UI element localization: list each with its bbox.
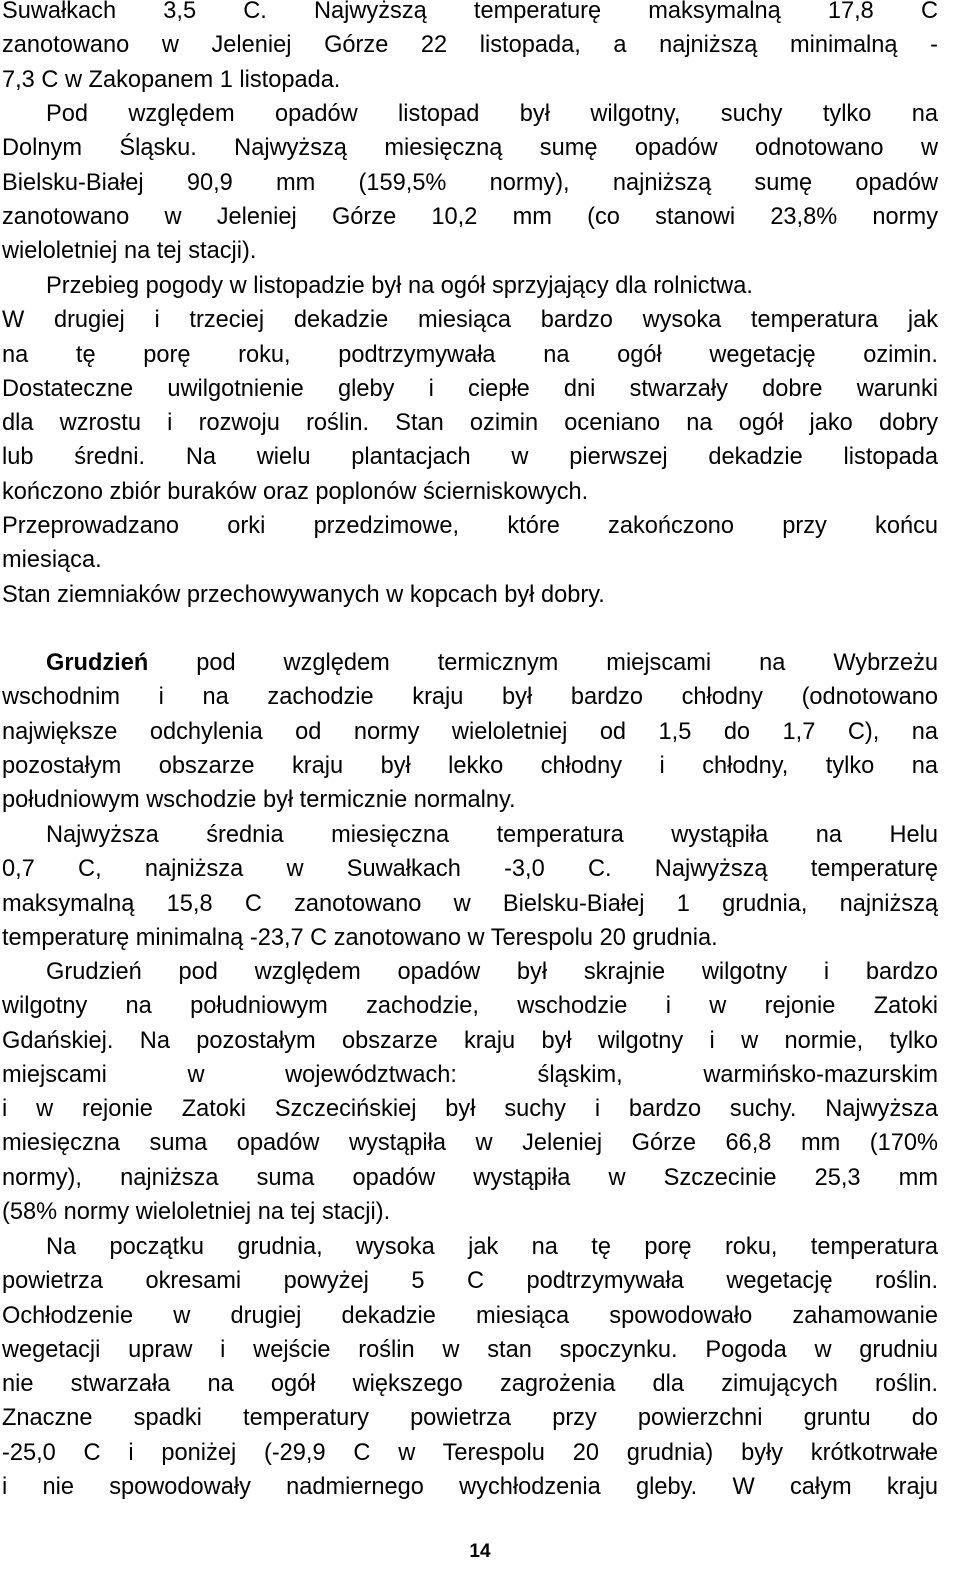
text-line: Najwyższa średnia miesięczna temperatura wystąpiła na Helu [46, 822, 938, 848]
paragraph-december-precipitation [2, 955, 938, 1229]
text-line: Grudzień pod względem opadów był skrajnie wilgotny i bardzo [46, 959, 938, 985]
text-fragment: pod względem termicznym miejscami na Wybrzeżu [148, 650, 938, 676]
text-line: normy), najniższa suma opadów wystąpiła w Szczecinie 25,3 mm [2, 1164, 938, 1191]
text-line: (58% normy wieloletniej na tej stacji). [2, 1199, 391, 1226]
section-heading-december: Grudzień [46, 650, 149, 676]
paragraph-december-temperature [2, 818, 938, 955]
text-line: miesiąca. [2, 547, 102, 574]
paragraph-december-agriculture [2, 1230, 938, 1504]
text-line: największe odchylenia od normy wieloletniej od 1,5 do 1,7 C), na [2, 718, 938, 745]
text-line: maksymalną 15,8 C zanotowano w Bielsku-Białej 1 grudnia, najniższą [2, 890, 938, 917]
text-line: Na początku grudnia, wysoka jak na tę porę roku, temperatura [46, 1234, 938, 1260]
text-line: 7,3 C w Zakopanem 1 listopada. [2, 66, 341, 93]
text-line: Pod względem opadów listopad był wilgotny, suchy tylko na [46, 101, 938, 127]
text-line: pozostałym obszarze kraju był lekko chłodny i chłodny, tylko na [2, 752, 938, 779]
text-line: miejscami w województwach: śląskim, warmińsko-mazurskim [2, 1061, 938, 1088]
text-line: W drugiej i trzeciej dekadzie miesiąca bardzo wysoka temperatura jak [2, 307, 938, 334]
text-line: Bielsku-Białej 90,9 mm (159,5% normy), najniższą sumę opadów [2, 169, 938, 196]
text-line: lub średni. Na wielu plantacjach w pierwszej dekadzie listopada [2, 444, 938, 471]
paragraph-november-agriculture [2, 269, 938, 612]
text-line: zanotowano w Jeleniej Górze 10,2 mm (co stanowi 23,8% normy [2, 203, 938, 230]
text-line: Stan ziemniaków przechowywanych w kopcach był dobry. [2, 581, 605, 608]
text-line: i nie spowodowały nadmiernego wychłodzenia gleby. W całym kraju [2, 1474, 938, 1501]
text-line: południowym wschodzie był termicznie normalny. [2, 787, 516, 814]
text-line: Przebieg pogody w listopadzie był na ogół sprzyjający dla rolnictwa. [46, 273, 753, 299]
text-line: wegetacji upraw i wejście roślin w stan spoczynku. Pogoda w grudniu [2, 1336, 938, 1363]
text-line: wilgotny na południowym zachodzie, wschodzie i w rejonie Zatoki [2, 993, 938, 1020]
text-line: wschodnim i na zachodzie kraju był bardzo chłodny (odnotowano [2, 684, 938, 711]
text-line: Dolnym Śląsku. Najwyższą miesięczną sumę opadów odnotowano w [2, 135, 938, 162]
text-line: i w rejonie Zatoki Szczecińskiej był suchy i bardzo suchy. Najwyższa [2, 1096, 938, 1123]
text-line: dla wzrostu i rozwoju roślin. Stan ozimin oceniano na ogół jako dobry [2, 410, 938, 437]
paragraph-december-thermal [2, 646, 938, 817]
text-line [2, 646, 938, 680]
text-line: Ochłodzenie w drugiej dekadzie miesiąca spowodowało zahamowanie [2, 1302, 938, 1329]
text-line: nie stwarzała na ogół większego zagrożenia dla zimujących roślin. [2, 1371, 938, 1398]
text-line: powietrza okresami powyżej 5 C podtrzymywała wegetację roślin. [2, 1268, 938, 1295]
text-line: kończono zbiór buraków oraz poplonów ścierniskowych. [2, 478, 589, 505]
page-number: 14 [469, 1541, 491, 1562]
text-line: Suwałkach 3,5 C. Najwyższą temperaturę maksymalną 17,8 C [2, 0, 938, 24]
text-line: Dostateczne uwilgotnienie gleby i ciepłe dni stwarzały dobre warunki [2, 375, 938, 402]
text-line: Gdańskiej. Na pozostałym obszarze kraju był wilgotny i w normie, tylko [2, 1027, 938, 1054]
text-line: Znaczne spadki temperatury powietrza przy powierzchni gruntu do [2, 1405, 938, 1432]
text-line: miesięczna suma opadów wystąpiła w Jeleniej Górze 66,8 mm (170% [2, 1130, 938, 1157]
text-line: Przeprowadzano orki przedzimowe, które zakończono przy końcu [2, 513, 938, 540]
text-line: temperaturę minimalną -23,7 C zanotowano w Terespolu 20 grudnia. [2, 924, 718, 951]
text-line: 0,7 C, najniższa w Suwałkach -3,0 C. Najwyższą temperaturę [2, 856, 938, 883]
text-line: wieloletniej na tej stacji). [2, 238, 257, 265]
text-line: -25,0 C i poniżej (-29,9 C w Terespolu 20 grudnia) były krótkotrwałe [2, 1439, 938, 1466]
paragraph-november-precipitation [2, 97, 938, 268]
text-line: na tę porę roku, podtrzymywała na ogół wegetację ozimin. [2, 341, 938, 368]
paragraph-november-temperature [2, 0, 938, 97]
text-line: zanotowano w Jeleniej Górze 22 listopada, a najniższą minimalną - [2, 32, 938, 59]
